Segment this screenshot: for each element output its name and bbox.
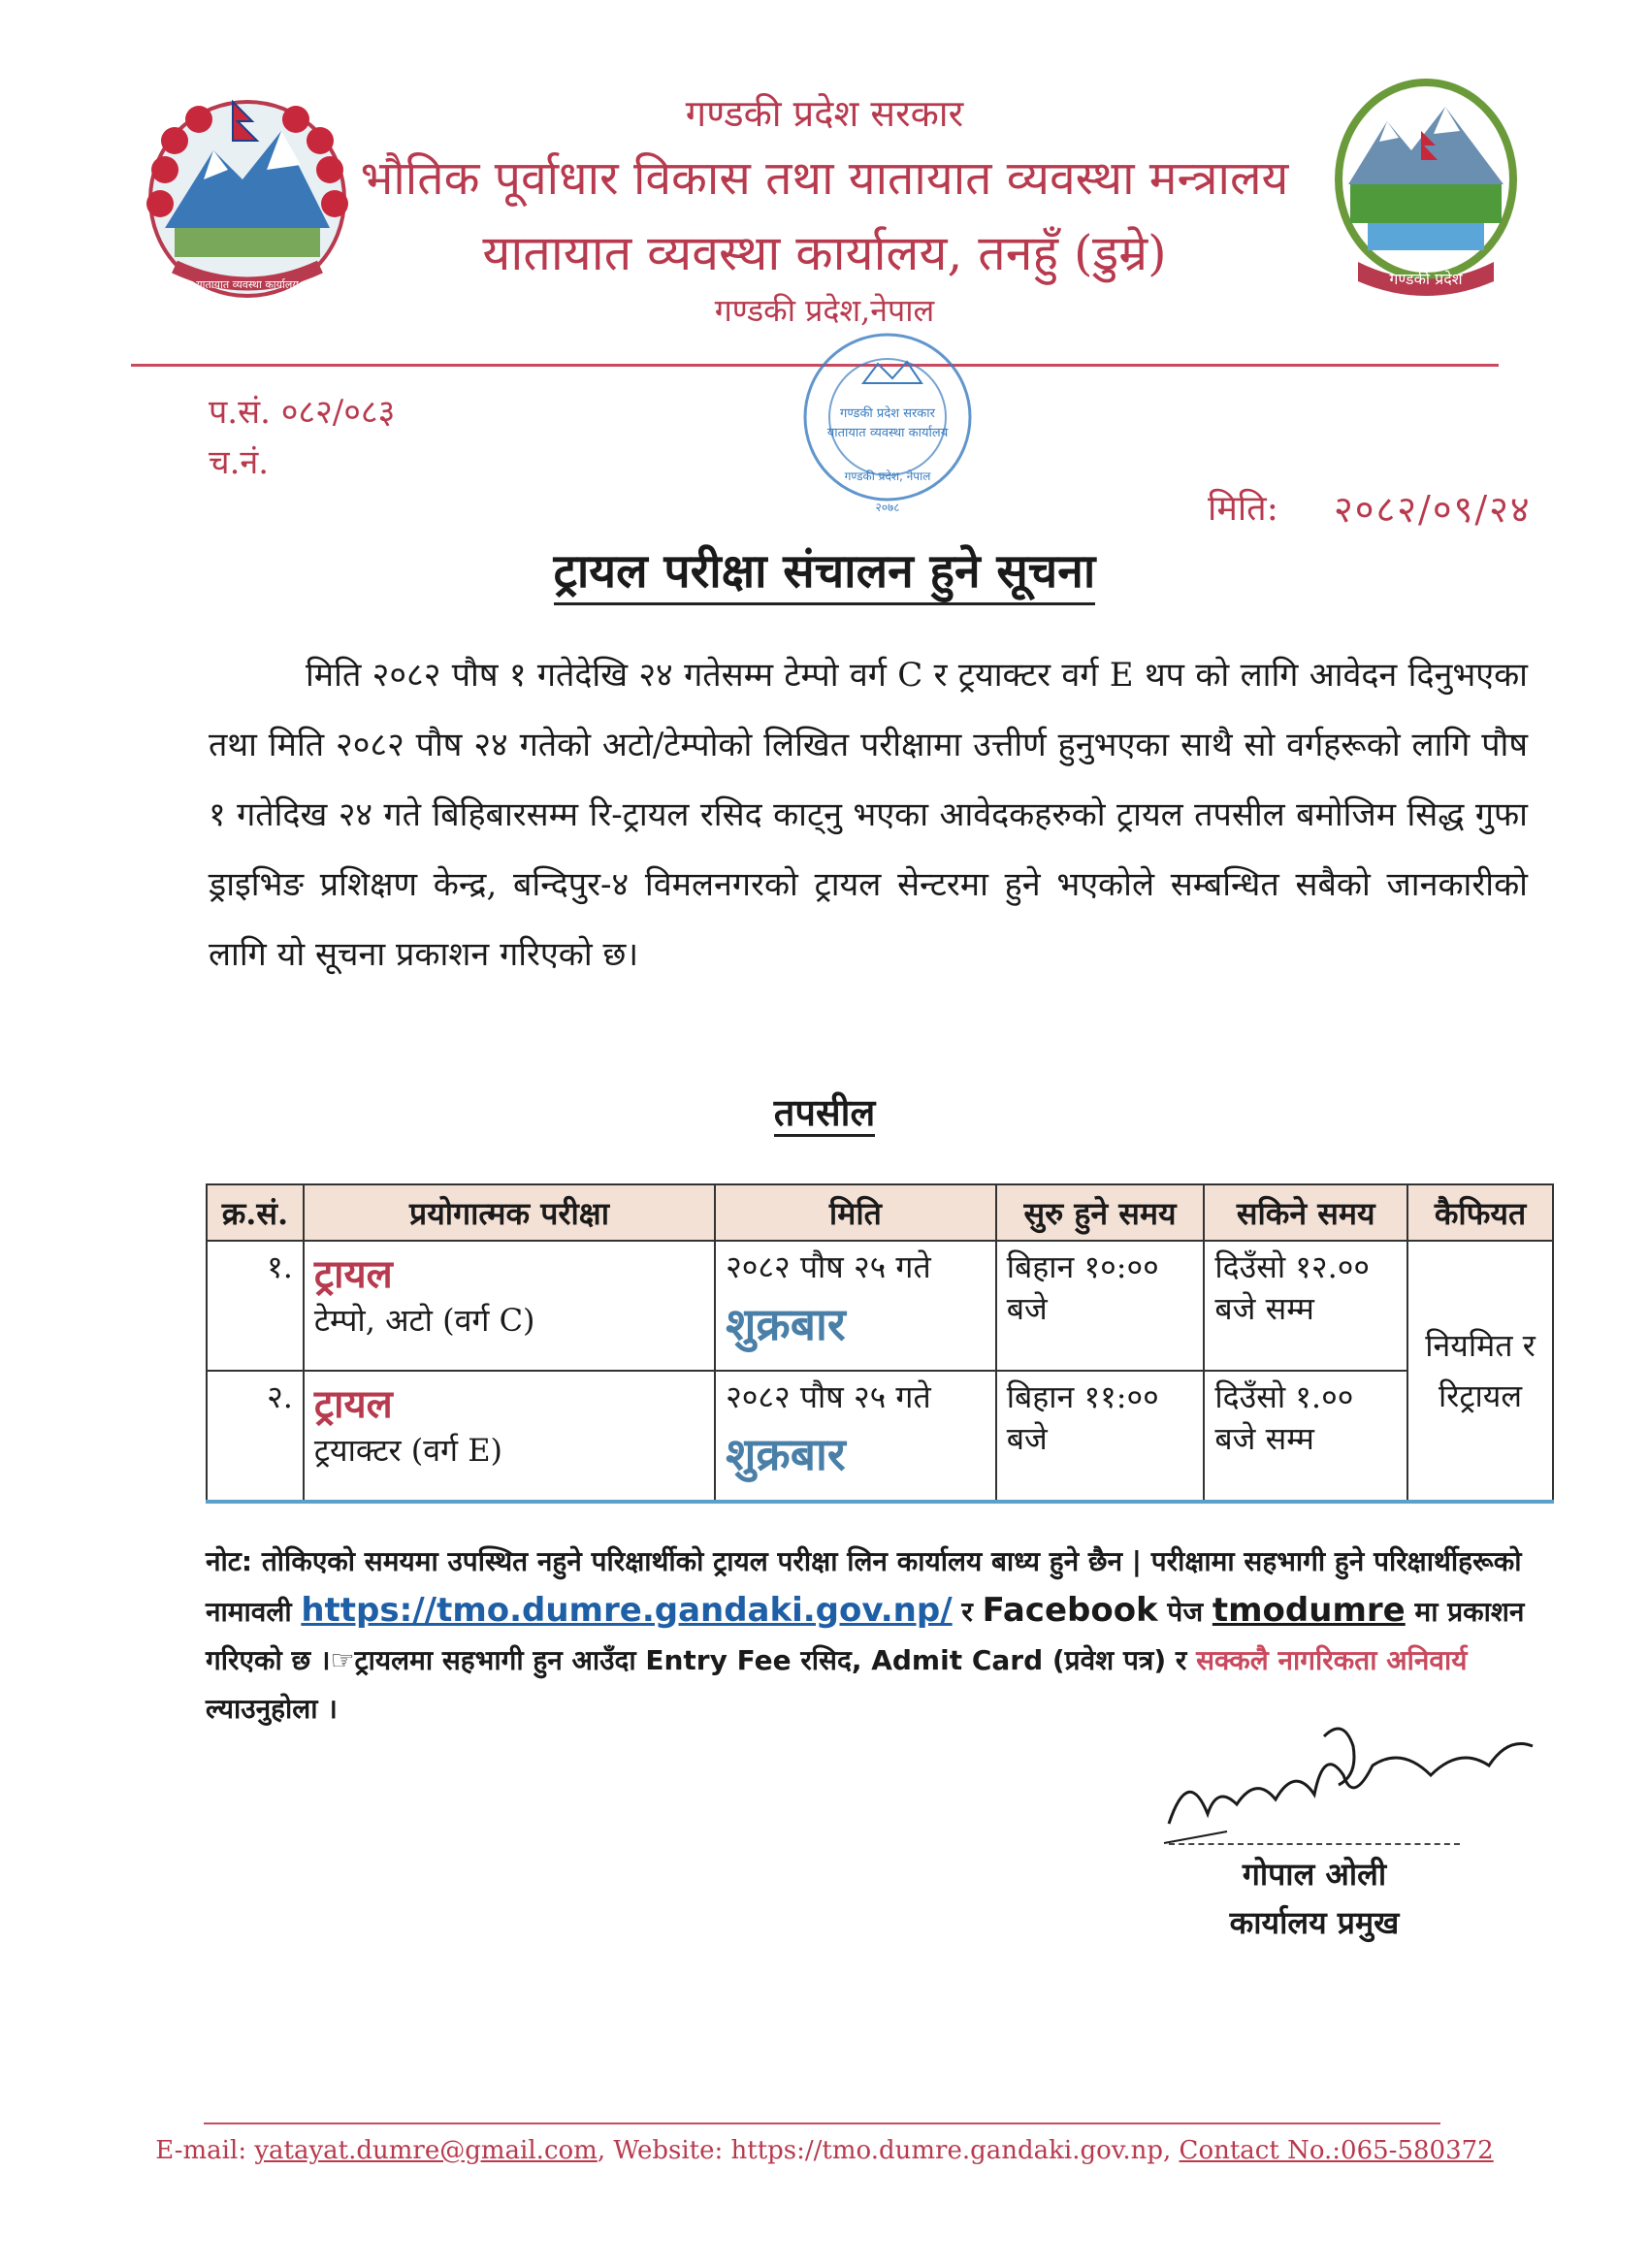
date-value: २०८२/०९/२४	[1334, 488, 1532, 531]
body-paragraph: मिति २०८२ पौष १ गतेदेखि २४ गतेसम्म टेम्पो वर्ग C र ट्रयाक्टर वर्ग E थप को लागि आवेदन दिनुभएका तथा मिति २०८२ पौष २४ गतेको अटो/टेम्पोको लिखित परीक्षामा उत्तीर्ण हुनुभएका साथै सो वर्गहरूको लागि पौष १ गतेदिख २४ गते बिहिबारसम्म रि-ट्रायल रसिद काट्नु भएका आवेदकहरुको ट्रायल तपसील बमोजिम सिद्ध गुफा ड्राइभिङ प्रशिक्षण केन्द्र, बन्दिपुर-४ विमलनगरको ट्रायल सेन्टरमा हुने भएकोले सम्बन्धित सबैको जानकारीको लागि यो सूचना प्रकाशन गरिएको छ।	[209, 656, 1528, 974]
footer-contact	[0, 2136, 1649, 2165]
stamp-line1: गण्डकी प्रदेश सरकार	[840, 406, 935, 421]
office-name: यातायात व्यवस्था कार्यालय, तनहुँ (डुम्रे)	[482, 225, 1167, 281]
facebook-label: Facebook	[982, 1591, 1158, 1630]
table-header-row	[207, 1184, 1553, 1241]
schedule-heading: तपसील	[0, 1086, 1649, 1137]
ministry-name: भौतिक पूर्वाधार विकास तथा यातायात व्यवस्था मन्त्रालय	[360, 151, 1289, 206]
date-text: २०८२ पौष २५ गते	[726, 1378, 931, 1415]
reference-number: प.सं. ०८२/०८३	[209, 393, 396, 432]
email-label: E-mail:	[155, 2136, 247, 2165]
date-label: मिति:	[1208, 489, 1278, 529]
col-remarks: कैफियत	[1407, 1184, 1553, 1241]
notice-title: ट्रायल परीक्षा संचालन हुने सूचना	[0, 538, 1649, 601]
office-location: गण्डकी प्रदेश,नेपाल	[714, 292, 935, 329]
col-exam: प्रयोगात्मक परीक्षा	[304, 1184, 715, 1241]
row-date	[715, 1371, 996, 1502]
row-exam	[304, 1241, 715, 1371]
col-end: सकिने समय	[1204, 1184, 1407, 1241]
exam-title: ट्रायल	[313, 1381, 393, 1427]
exam-detail: टेम्पो, अटो (वर्ग C)	[313, 1302, 535, 1339]
footer-divider	[204, 2122, 1440, 2124]
website-link[interactable]: https://tmo.dumre.gandaki.gov.np/	[301, 1591, 953, 1630]
table-row	[207, 1371, 1553, 1502]
row-end: दिउँसो १.०० बजे सम्म	[1204, 1371, 1407, 1502]
row-end: दिउँसो १२.०० बजे सम्म	[1204, 1241, 1407, 1371]
contact-number: Contact No.:065-580372	[1179, 2136, 1494, 2165]
row-start: बिहान ११:०० बजे	[996, 1371, 1205, 1502]
row-sn: २.	[207, 1371, 304, 1502]
row-start: बिहान १०:०० बजे	[996, 1241, 1205, 1371]
note-block	[206, 1538, 1535, 1733]
day-text: शुक्रबार	[726, 1428, 846, 1480]
exam-detail: ट्रयाक्टर (वर्ग E)	[313, 1432, 503, 1469]
row-remarks: नियमित र रिट्रायल	[1407, 1241, 1553, 1502]
col-start: सुरु हुने समय	[996, 1184, 1205, 1241]
notice-body	[209, 640, 1528, 989]
province-government: गण्डकी प्रदेश सरकार	[685, 92, 964, 135]
stamp-year: २०७८	[875, 501, 900, 514]
note-text-2: र	[961, 1596, 973, 1628]
left-emblem-text: यातायात व्यवस्था कार्यालय	[196, 278, 299, 291]
note-text-3: पेज	[1167, 1596, 1204, 1628]
note-text-4: मा प्रकाशन गरिएको छ ।☞ट्रायलमा सहभागी हुन आउँदा Entry Fee रसिद, Admit Card (प्रवेश पत्र) र	[206, 1596, 1525, 1676]
stamp-line2: यातायात व्यवस्था कार्यालय	[826, 426, 949, 440]
handwritten-signature	[1149, 1707, 1557, 1853]
row-exam	[304, 1371, 715, 1502]
date-text: २०८२ पौष २५ गते	[726, 1248, 931, 1285]
office-stamp	[786, 325, 989, 519]
day-text: शुक्रबार	[726, 1298, 846, 1350]
signatory-name: गोपाल ओली	[1242, 1856, 1387, 1893]
table-row	[207, 1241, 1553, 1371]
note-text-1: नोट: तोकिएको समयमा उपस्थित नहुने परिक्षार्थीको ट्रायल परीक्षा लिन कार्यालय बाध्य हुने छैन | परीक्षामा सहभागी हुने परिक्षार्थीहरूको नामावली	[206, 1545, 1522, 1628]
exam-title: ट्रायल	[313, 1251, 393, 1297]
facebook-page-link[interactable]: tmodumre	[1212, 1591, 1406, 1630]
footer-website[interactable]: https://tmo.dumre.gandaki.gov.np,	[730, 2136, 1172, 2165]
col-date: मिति	[715, 1184, 996, 1241]
note-text-5: ल्याउनुहोला ।	[206, 1693, 338, 1725]
row-sn: १.	[207, 1241, 304, 1371]
signatory-title: कार्यालय प्रमुख	[1229, 1904, 1400, 1941]
right-emblem-text: गण्डकी प्रदेश	[1389, 270, 1463, 288]
row-date	[715, 1241, 996, 1371]
col-sn: क्र.सं.	[207, 1184, 304, 1241]
schedule-table	[206, 1183, 1554, 1504]
dispatch-number: च.नं.	[209, 443, 270, 482]
note-required-docs: सक्कलै नागरिकता अनिवार्य	[1196, 1644, 1468, 1676]
website-label: , Website:	[597, 2136, 724, 2165]
stamp-line3: गण्डकी प्रदेश, नेपाल	[844, 470, 931, 483]
signature-line	[1169, 1843, 1460, 1845]
email-link[interactable]: yatayat.dumre@gmail.com	[254, 2136, 598, 2165]
